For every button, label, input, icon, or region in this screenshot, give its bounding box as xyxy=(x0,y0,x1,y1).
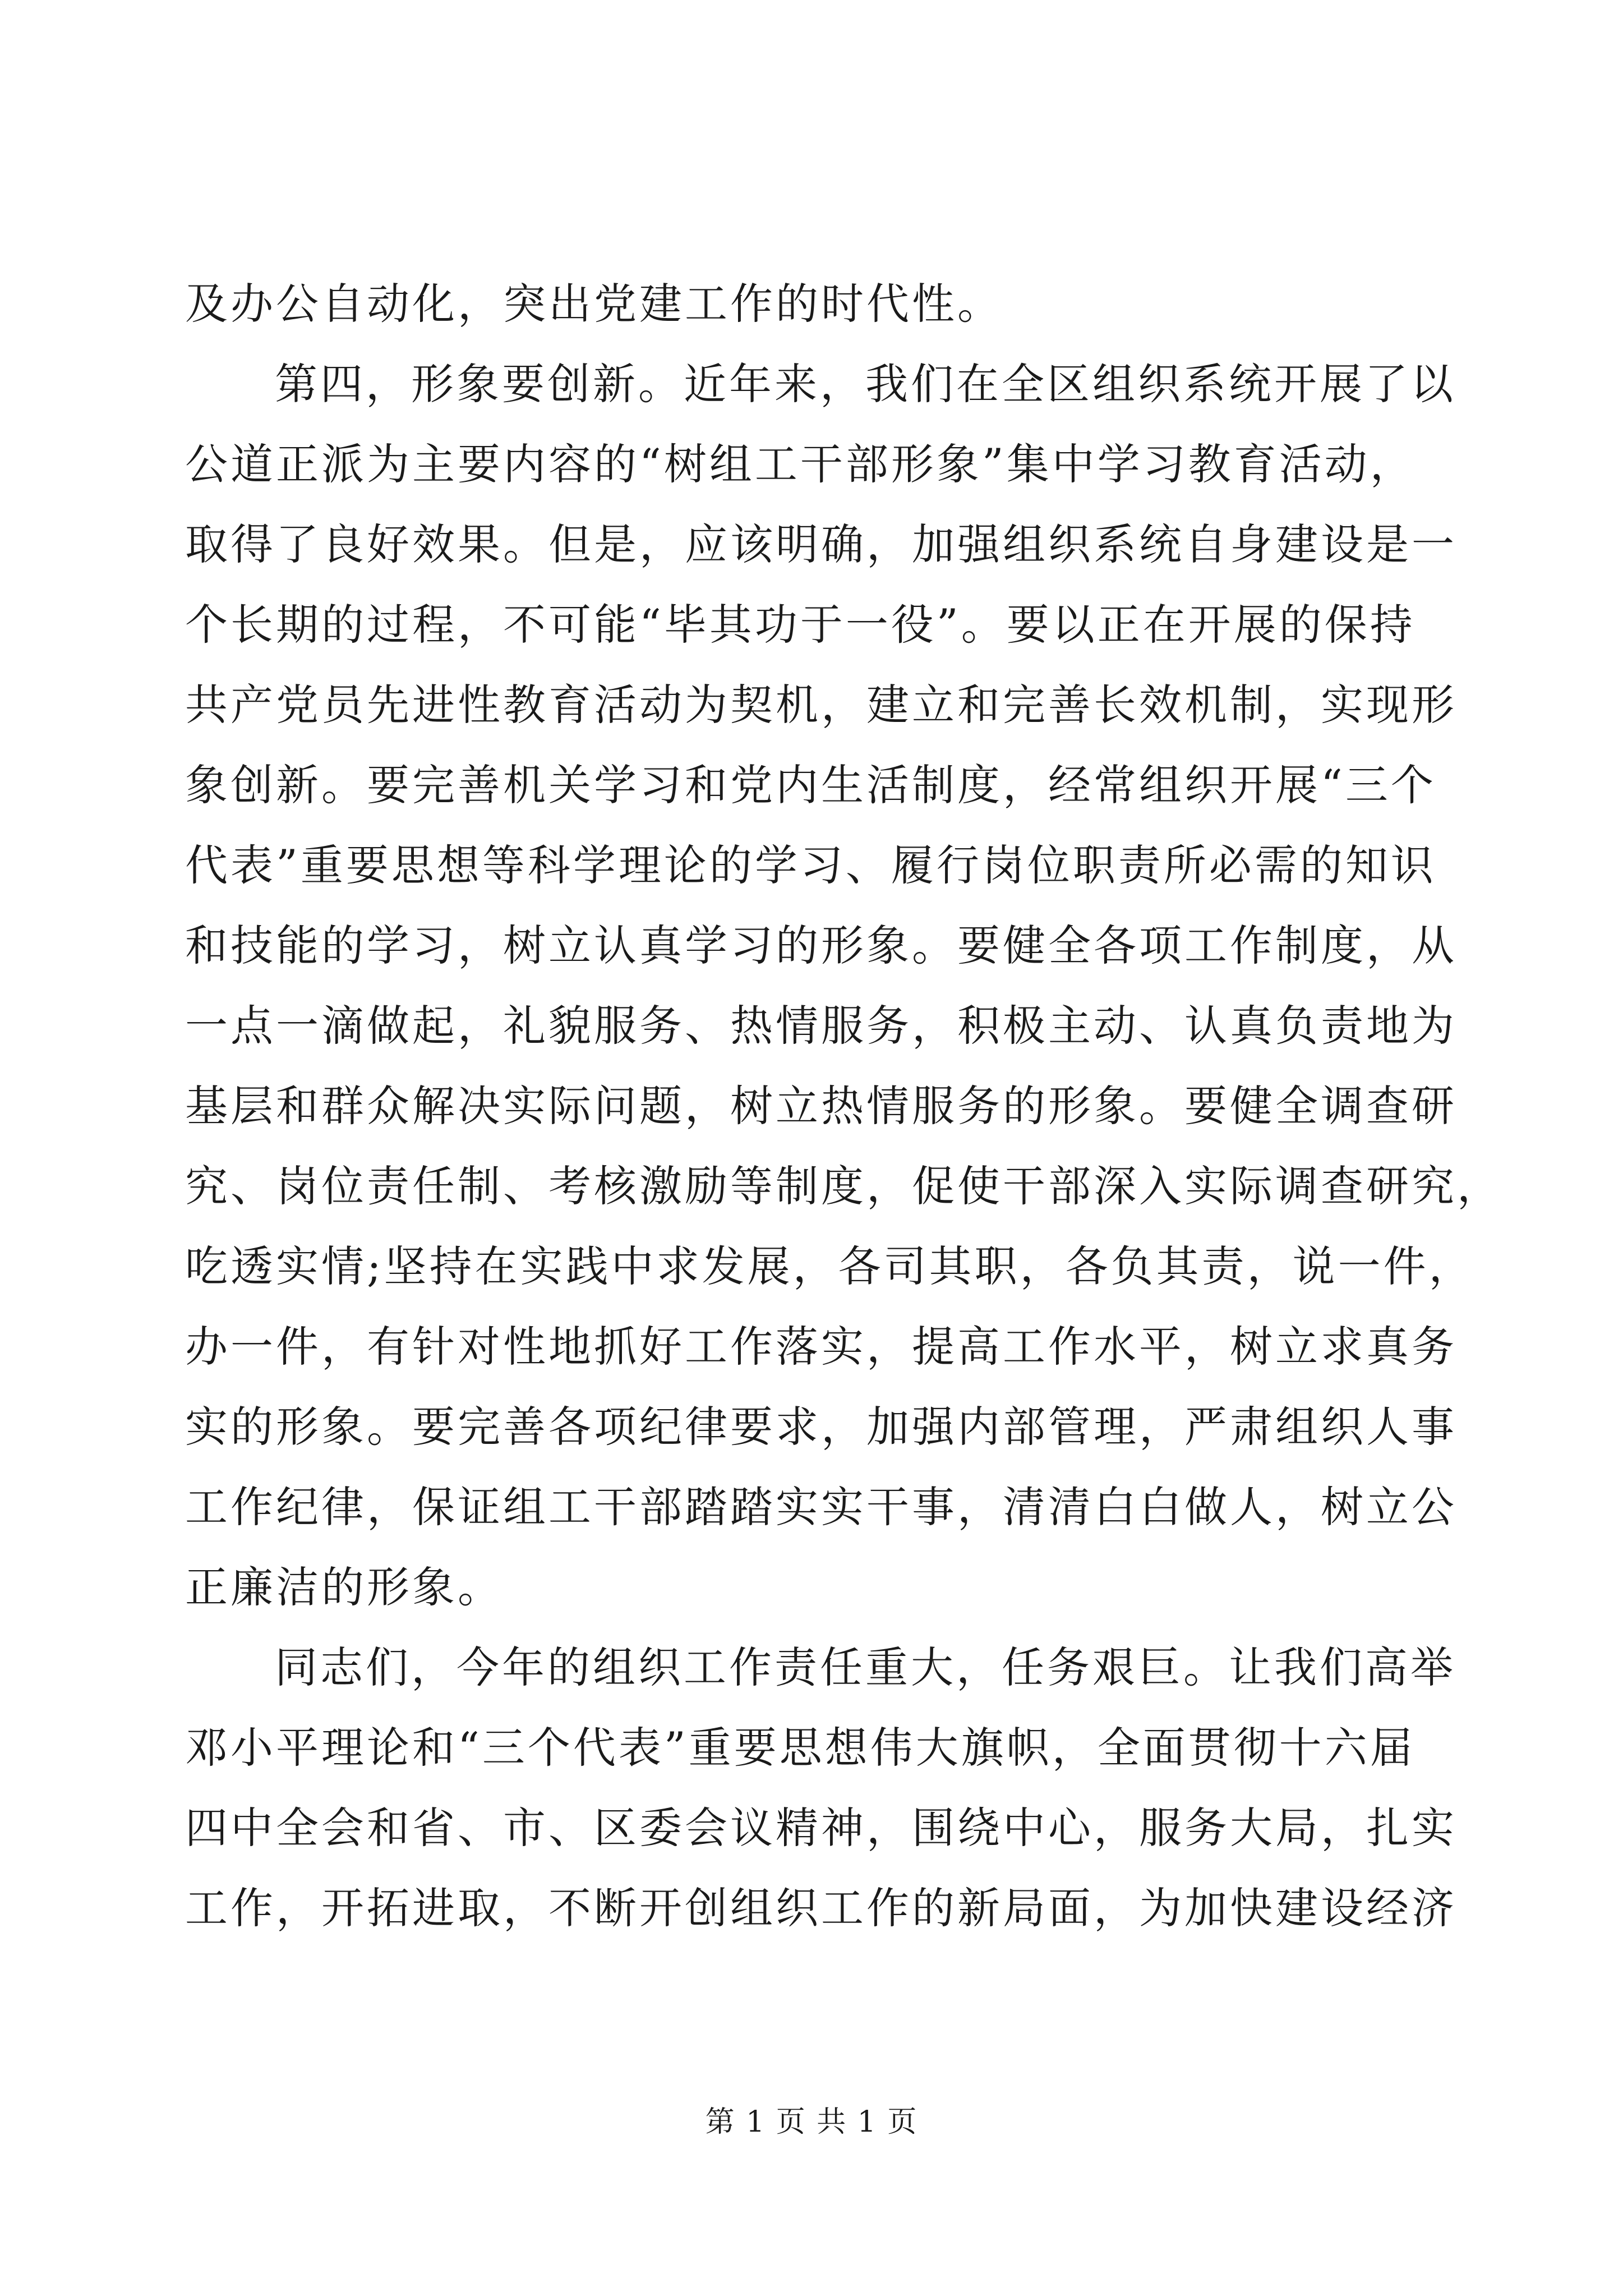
text-line: 公道正派为主要内容的“树组工干部形象”集中学习教育活动， xyxy=(185,439,1415,489)
document-body xyxy=(185,264,1502,1948)
paragraph xyxy=(185,344,1502,1627)
text-line: 共产党员先进性教育活动为契机，建立和完善长效机制，实现形 xyxy=(185,680,1457,730)
page-footer: 第 1 页 共 1 页 xyxy=(705,2105,918,2139)
text-line: 及办公自动化，突出党建工作的时代性。 xyxy=(185,279,1003,329)
text-line: 基层和群众解决实际问题，树立热情服务的形象。要健全调查研 xyxy=(185,1081,1457,1131)
text-line: 吃透实情;坚持在实践中求发展，各司其职，各负其责，说一件， xyxy=(185,1241,1474,1291)
paragraph xyxy=(185,264,1441,344)
text-line: 究、岗位责任制、考核激励等制度，促使干部深入实际调查研究， xyxy=(185,1161,1502,1211)
text-line: 一点一滴做起，礼貌服务、热情服务，积极主动、认真负责地为 xyxy=(185,1001,1457,1051)
text-line: 同志们，今年的组织工作责任重大，任务艰巨。让我们高举 xyxy=(275,1642,1456,1692)
text-line: 取得了良好效果。但是，应该明确，加强组织系统自身建设是一 xyxy=(185,519,1457,569)
text-line: 实的形象。要完善各项纪律要求，加强内部管理，严肃组织人事 xyxy=(185,1402,1457,1452)
text-line: 工作，开拓进取，不断开创组织工作的新局面，为加快建设经济 xyxy=(185,1883,1457,1933)
text-line: 邓小平理论和“三个代表”重要思想伟大旗帜，全面贯彻十六届 xyxy=(185,1723,1415,1773)
text-line: 正廉洁的形象。 xyxy=(185,1562,503,1612)
text-line: 四中全会和省、市、区委会议精神，围绕中心，服务大局，扎实 xyxy=(185,1803,1457,1853)
text-line: 象创新。要完善机关学习和党内生活制度，经常组织开展“三个 xyxy=(185,760,1436,810)
text-line: 和技能的学习，树立认真学习的形象。要健全各项工作制度，从 xyxy=(185,921,1457,970)
text-line: 办一件，有针对性地抓好工作落实，提高工作水平，树立求真务 xyxy=(185,1322,1457,1372)
text-line: 个长期的过程，不可能“毕其功于一役”。要以正在开展的保持 xyxy=(185,600,1415,650)
text-line: 代表”重要思想等科学理论的学习、履行岗位职责所必需的知识 xyxy=(185,840,1436,890)
paragraph xyxy=(185,1627,1457,1948)
text-line: 工作纪律，保证组工干部踏踏实实干事，清清白白做人，树立公 xyxy=(185,1482,1457,1532)
text-line: 第四，形象要创新。近年来，我们在全区组织系统开展了以 xyxy=(275,359,1456,409)
